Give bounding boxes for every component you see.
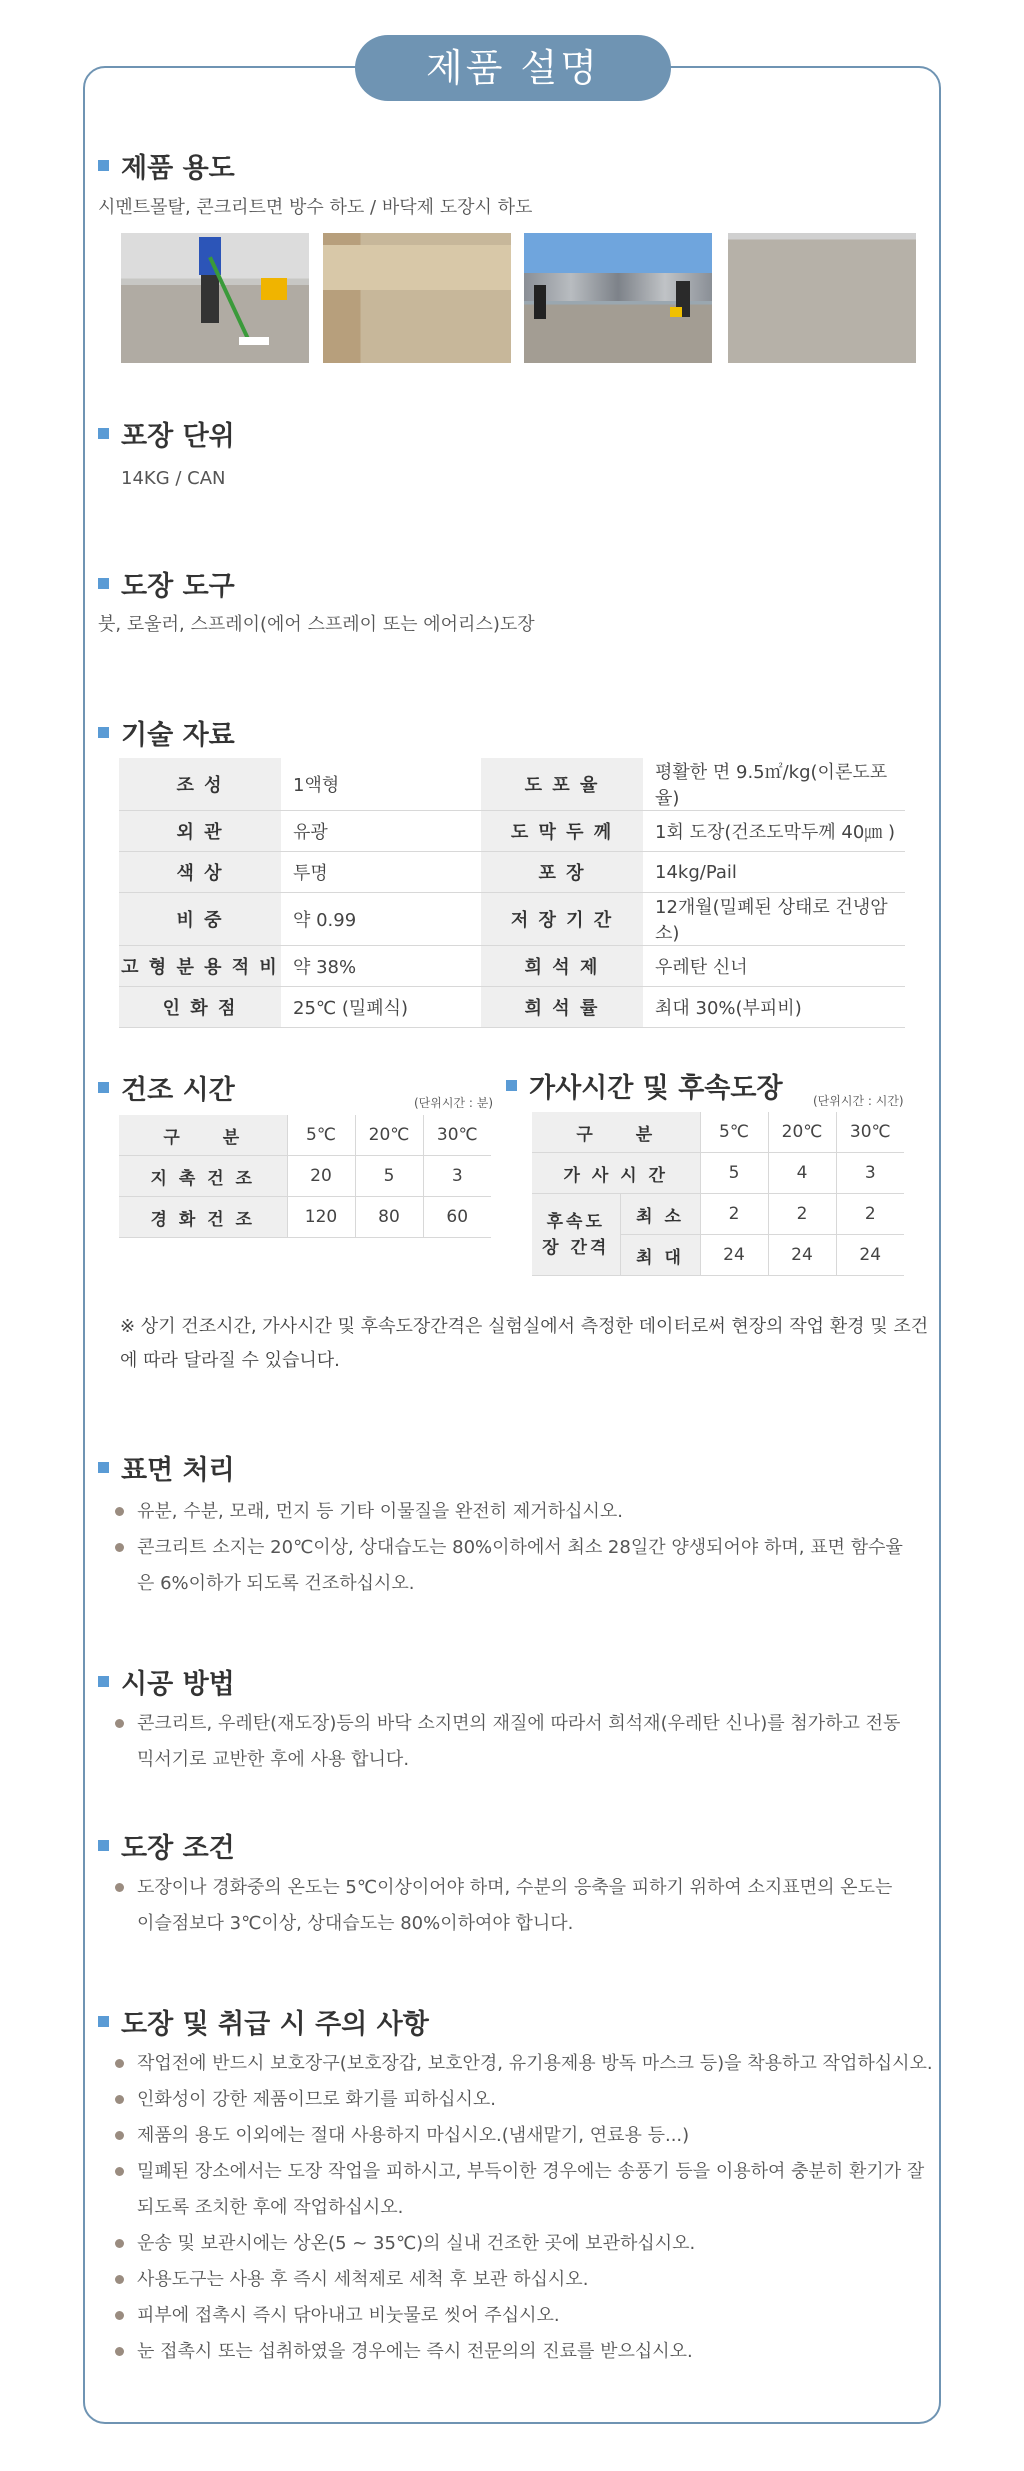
recoat-unit: (단위시간 : 시간) [813,1094,904,1108]
bullet-square-icon [98,1676,109,1687]
list-item: 콘크리트, 우레탄(재도장)등의 바닥 소지면의 재질에 따라서 희석재(우레탄 신나)를 첨가하고 전동 믹서기로 교반한 후에 사용 합니다. [115,1706,905,1778]
table-cell-label: 경 화 건 조 [119,1197,287,1238]
table-header-cell: 5℃ [700,1112,768,1153]
table-cell-value: 약 0.99 [281,893,481,946]
table-cell-value: 2 [768,1194,836,1235]
table-header-cell: 구 분 [119,1115,287,1156]
tech-heading [98,713,235,752]
surface-heading-text: 표면 처리 [121,1455,235,1486]
photo-coated-floor [728,233,916,363]
table-row [532,1194,904,1235]
bullet-square-icon [98,727,109,738]
table-header-cell: 20℃ [355,1115,423,1156]
recoat-heading-text: 가사시간 및 후속도장 [529,1073,783,1104]
table-cell-label: 비 중 [119,893,281,946]
list-item: 유분, 수분, 모래, 먼지 등 기타 이물질을 완전히 제거하십시오. [115,1494,915,1530]
usage-heading [98,146,235,185]
bullet-square-icon [98,160,109,171]
table-row [119,946,905,987]
conditions-list [115,1870,905,1942]
table-cell-label: 고 형 분 용 적 비 [119,946,281,987]
cautions-heading-text: 도장 및 취급 시 주의 사항 [121,2009,429,2040]
method-heading-text: 시공 방법 [121,1669,235,1700]
table-cell-label: 최 대 [620,1235,700,1276]
packaging-heading [98,414,235,453]
table-cell-value: 2 [836,1194,904,1235]
table-cell-value: 24 [768,1235,836,1276]
bullet-square-icon [98,578,109,589]
table-cell-value: 평활한 면 9.5㎡/kg(이론도포율) [643,758,905,811]
cautions-heading [98,2002,429,2041]
table-cell-label: 최 소 [620,1194,700,1235]
bullet-square-icon [98,1462,109,1473]
list-item: 사용도구는 사용 후 즉시 세척제로 세척 후 보관 하십시오. [115,2262,935,2298]
tools-heading-text: 도장 도구 [121,571,235,602]
table-cell-label: 조 성 [119,758,281,811]
drying-time-table [119,1115,491,1238]
table-header-cell: 5℃ [287,1115,355,1156]
table-row [119,758,905,811]
list-item: 인화성이 강한 제품이므로 화기를 피하십시오. [115,2082,935,2118]
list-item: 작업전에 반드시 보호장구(보호장갑, 보호안경, 유기용제용 방독 마스크 등)을 착용하고 작업하십시오. [115,2046,935,2082]
table-cell-value: 2 [700,1194,768,1235]
surface-heading [98,1448,235,1487]
table-cell-value: 유광 [281,811,481,852]
cautions-list [115,2046,935,2370]
table-cell-label: 희 석 률 [481,987,643,1028]
table-cell-label: 인 화 점 [119,987,281,1028]
table-header-cell: 30℃ [423,1115,491,1156]
tools-heading [98,564,235,603]
list-item: 밀폐된 장소에서는 도장 작업을 피하시고, 부득이한 경우에는 송풍기 등을 이용하여 충분히 환기가 잘 되도록 조치한 후에 작업하십시오. [115,2154,935,2226]
recoat-table [532,1112,904,1276]
list-item: 콘크리트 소지는 20℃이상, 상대습도는 80%이하에서 최소 28일간 양생되어야 하며, 표면 함수율은 6%이하가 되도록 건조하십시오. [115,1530,915,1602]
table-cell-value: 12개월(밀폐된 상태로 건냉암소) [643,893,905,946]
table-row [119,1197,491,1238]
list-item: 도장이나 경화중의 온도는 5℃이상이어야 하며, 수분의 응축을 피하기 위하여 소지표면의 온도는 이슬점보다 3℃이상, 상대습도는 80%이하여야 합니다. [115,1870,905,1942]
usage-heading-text: 제품 용도 [121,153,235,184]
table-cell-value: 투명 [281,852,481,893]
table-cell-value: 24 [700,1235,768,1276]
table-cell-label: 외 관 [119,811,281,852]
list-item: 운송 및 보관시에는 상온(5 ~ 35℃)의 실내 건조한 곳에 보관하십시오. [115,2226,935,2262]
table-cell-label: 저 장 기 간 [481,893,643,946]
table-row [532,1112,904,1153]
photo-rooftop-workers [524,233,712,363]
bullet-square-icon [98,1082,109,1093]
drying-unit: (단위시간 : 분) [414,1096,493,1110]
table-cell-value: 우레탄 신너 [643,946,905,987]
list-item: 제품의 용도 이외에는 절대 사용하지 마십시오.(냄새맡기, 연료용 등...) [115,2118,935,2154]
table-cell-value: 5 [700,1153,768,1194]
table-header-cell: 30℃ [836,1112,904,1153]
surface-list [115,1494,915,1602]
tech-heading-text: 기술 자료 [121,720,235,751]
table-cell-value: 60 [423,1197,491,1238]
table-cell-value: 3 [836,1153,904,1194]
table-cell-value: 3 [423,1156,491,1197]
table-header-cell: 20℃ [768,1112,836,1153]
packaging-text: 14KG / CAN [121,468,226,489]
table-row [532,1153,904,1194]
table-cell-value: 120 [287,1197,355,1238]
drying-heading-text: 건조 시간 [121,1075,235,1106]
table-cell-label: 도 막 두 께 [481,811,643,852]
usage-text: 시멘트몰탈, 콘크리트면 방수 하도 / 바닥제 도장시 하도 [98,197,533,218]
table-cell-label: 색 상 [119,852,281,893]
table-row [119,811,905,852]
table-cell-value: 80 [355,1197,423,1238]
data-note: ※ 상기 건조시간, 가사시간 및 후속도장간격은 실험실에서 측정한 데이터로써 현장의 작업 환경 및 조건에 따라 달라질 수 있습니다. [120,1316,929,1371]
bullet-square-icon [98,2016,109,2027]
bullet-square-icon [98,1840,109,1851]
photo-rooftop-surface [323,233,511,363]
table-cell-value: 24 [836,1235,904,1276]
table-row [119,1156,491,1197]
table-cell-label: 후속도장 간격 [532,1194,620,1276]
table-cell-value: 4 [768,1153,836,1194]
packaging-heading-text: 포장 단위 [121,421,235,452]
list-item: 눈 접촉시 또는 섭취하였을 경우에는 즉시 전문의의 진료를 받으십시오. [115,2334,935,2370]
table-cell-value: 1액형 [281,758,481,811]
table-row [119,987,905,1028]
bullet-square-icon [98,428,109,439]
table-cell-label: 가 사 시 간 [532,1153,700,1194]
table-cell-value: 약 38% [281,946,481,987]
table-row [119,893,905,946]
conditions-heading-text: 도장 조건 [121,1833,235,1864]
bullet-square-icon [506,1080,517,1091]
table-cell-value: 14kg/Pail [643,852,905,893]
table-cell-value: 25℃ (밀폐식) [281,987,481,1028]
method-heading [98,1662,235,1701]
table-cell-value: 최대 30%(부피비) [643,987,905,1028]
tools-text: 붓, 로울러, 스프레이(에어 스프레이 또는 에어리스)도장 [98,614,535,635]
table-cell-label: 희 석 제 [481,946,643,987]
list-item: 피부에 접촉시 즉시 닦아내고 비눗물로 씻어 주십시오. [115,2298,935,2334]
table-row [119,852,905,893]
drying-heading [98,1068,235,1107]
table-row [119,1115,491,1156]
tech-data-table [119,758,905,1028]
table-header-cell: 구 분 [532,1112,700,1153]
table-cell-value: 5 [355,1156,423,1197]
table-cell-label: 포 장 [481,852,643,893]
method-list [115,1706,905,1778]
page-title: 제품 설명 [355,35,671,101]
table-cell-value: 1회 도장(건조도막두께 40㎛ ) [643,811,905,852]
table-cell-label: 지 촉 건 조 [119,1156,287,1197]
table-cell-label: 도 포 율 [481,758,643,811]
table-cell-value: 20 [287,1156,355,1197]
recoat-heading [506,1066,783,1105]
photo-roller-application [121,233,309,363]
conditions-heading [98,1826,235,1865]
